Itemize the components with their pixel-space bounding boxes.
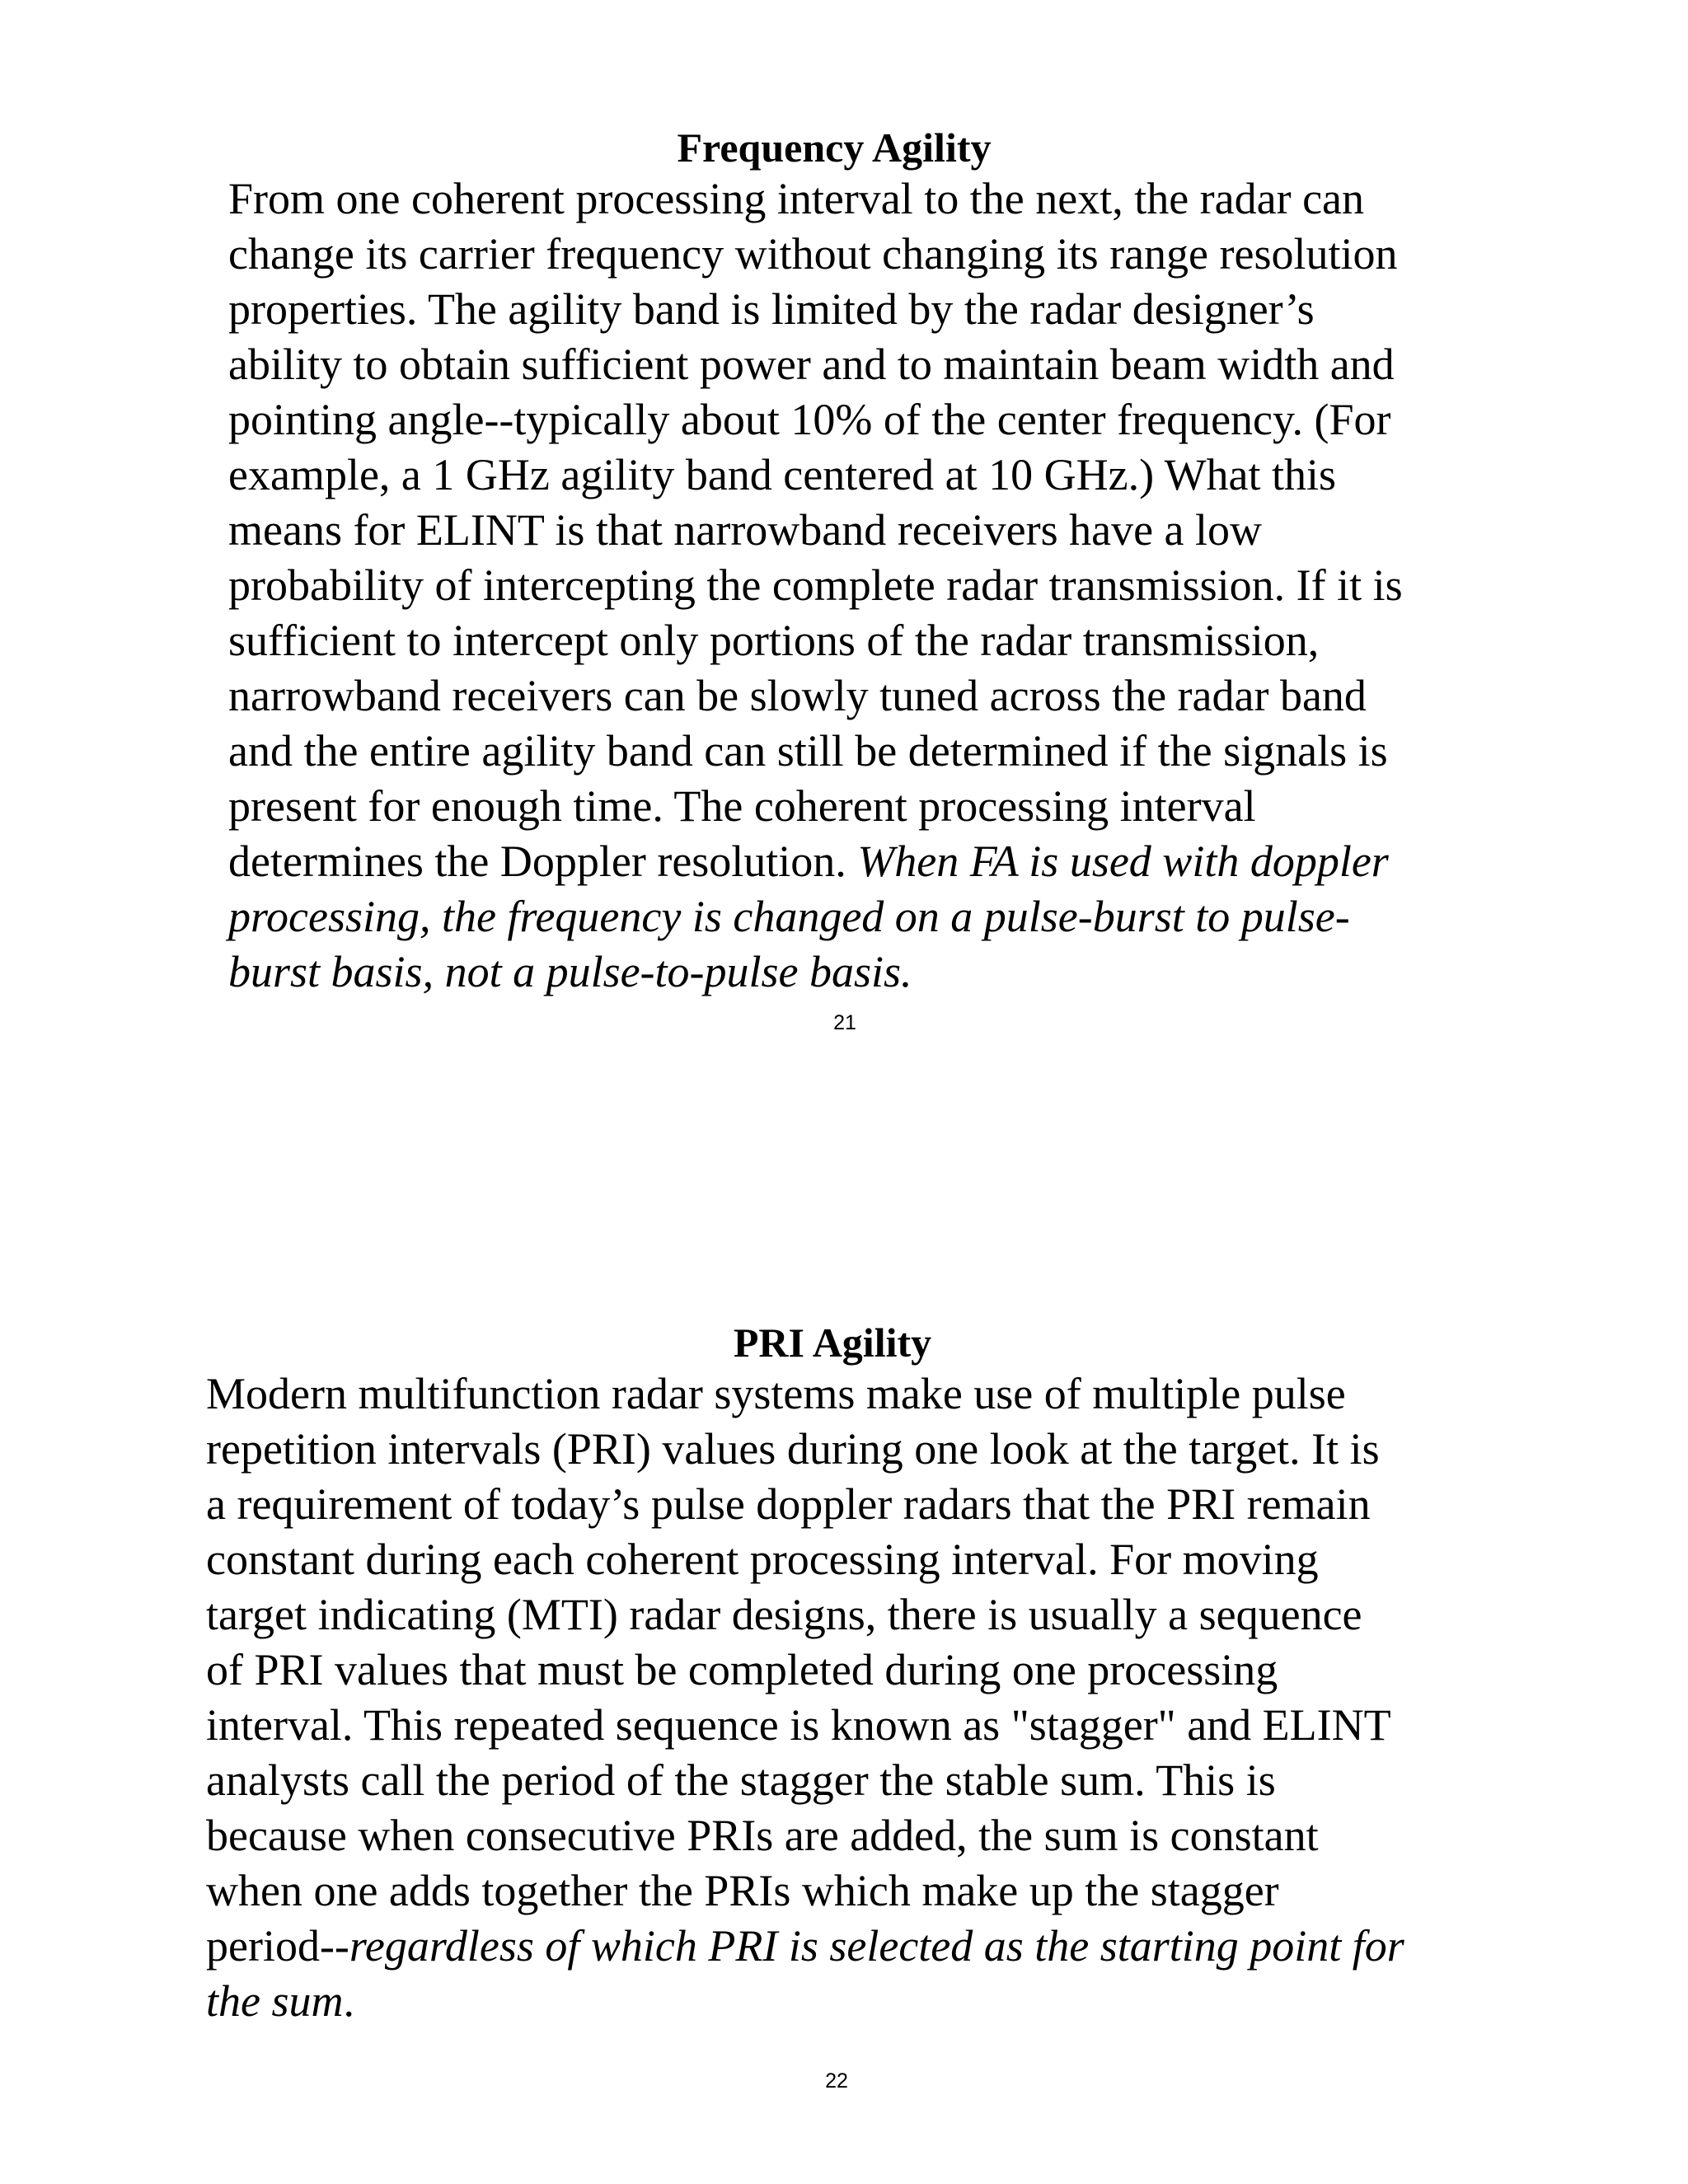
text-line — [228, 558, 1481, 613]
text-line — [228, 503, 1481, 558]
text-run: sufficient to intercept only portions of the radar transmission, — [228, 616, 1320, 665]
italic-text-run: burst basis, not a pulse-to-pulse basis. — [228, 947, 912, 996]
text-run: Modern multifunction radar systems make use of multiple pulse — [206, 1369, 1346, 1418]
text-run: constant during each coherent processing interval. For moving — [206, 1535, 1319, 1584]
text-line — [206, 1919, 1475, 1974]
text-line — [206, 1366, 1475, 1422]
text-run: target indicating (MTI) radar designs, there is usually a sequence — [206, 1590, 1362, 1639]
page-number: 21 — [833, 1011, 856, 1034]
frequency-agility-section — [228, 124, 1481, 1000]
text-run: ability to obtain sufficient power and to maintain beam width and — [228, 340, 1395, 389]
text-run: because when consecutive PRIs are added, the sum is constant — [206, 1811, 1319, 1860]
text-run: From one coherent processing interval to the next, the radar can — [228, 174, 1365, 223]
text-run: probability of intercepting the complete radar transmission. If it is — [228, 560, 1403, 610]
section-body — [228, 171, 1481, 1000]
italic-text-run: processing, the frequency is changed on a pulse-burst to pulse- — [228, 892, 1350, 941]
text-run: properties. The agility band is limited by the radar designer’s — [228, 284, 1315, 334]
text-line — [228, 337, 1481, 392]
text-run: period-- — [206, 1921, 349, 1971]
text-line — [228, 613, 1481, 668]
page-number: 22 — [825, 2069, 848, 2093]
text-line — [206, 1477, 1475, 1532]
pri-agility-section — [206, 1319, 1475, 2029]
text-line — [228, 944, 1481, 1000]
text-run: pointing angle--typically about 10% of the center frequency. (For — [228, 395, 1391, 444]
text-line — [206, 1643, 1475, 1698]
text-run: and the entire agility band can still be determined if the signals is — [228, 726, 1388, 776]
text-line — [206, 1863, 1475, 1919]
text-line — [206, 1532, 1475, 1587]
italic-text-run: regardless of which PRI is selected as the starting point for — [349, 1921, 1404, 1971]
text-line — [228, 668, 1481, 724]
text-line — [228, 282, 1481, 337]
text-run: means for ELINT is that narrowband receivers have a low — [228, 505, 1263, 555]
text-run: narrowband receivers can be slowly tuned across the radar band — [228, 671, 1367, 720]
italic-text-run: When FA is used with doppler — [857, 837, 1389, 886]
text-run: present for enough time. The coherent processing interval — [228, 781, 1256, 831]
text-run: a requirement of today’s pulse doppler radars that the PRI remain — [206, 1479, 1371, 1529]
text-run: determines the Doppler resolution. — [228, 837, 858, 886]
text-line — [206, 1753, 1475, 1808]
text-line — [228, 834, 1481, 889]
text-line — [228, 227, 1481, 282]
text-line — [206, 1422, 1475, 1477]
text-line — [206, 1808, 1475, 1863]
text-run: change its carrier frequency without changing its range resolution — [228, 229, 1398, 279]
text-run: example, a 1 GHz agility band centered at 10 GHz.) What this — [228, 450, 1337, 499]
text-run: repetition intervals (PRI) values during one look at the target. It is — [206, 1424, 1380, 1474]
text-line — [228, 724, 1481, 779]
text-line — [206, 1974, 1475, 2029]
text-line — [206, 1698, 1475, 1753]
text-run: of PRI values that must be completed during one processing — [206, 1645, 1278, 1694]
text-run: when one adds together the PRIs which make up the stagger — [206, 1866, 1279, 1915]
text-run: interval. This repeated sequence is known as "stagger" and ELINT — [206, 1700, 1391, 1750]
text-line — [228, 448, 1481, 503]
section-heading: Frequency Agility — [677, 124, 992, 171]
section-heading: PRI Agility — [733, 1319, 932, 1366]
text-line — [228, 392, 1481, 448]
text-line — [228, 779, 1481, 834]
text-run: . — [343, 1976, 354, 2026]
italic-text-run: the sum — [206, 1976, 344, 2026]
text-run: analysts call the period of the stagger the stable sum. This is — [206, 1755, 1276, 1805]
text-line — [206, 1587, 1475, 1643]
text-line — [228, 171, 1481, 227]
text-line — [228, 889, 1481, 944]
section-body — [206, 1366, 1475, 2029]
